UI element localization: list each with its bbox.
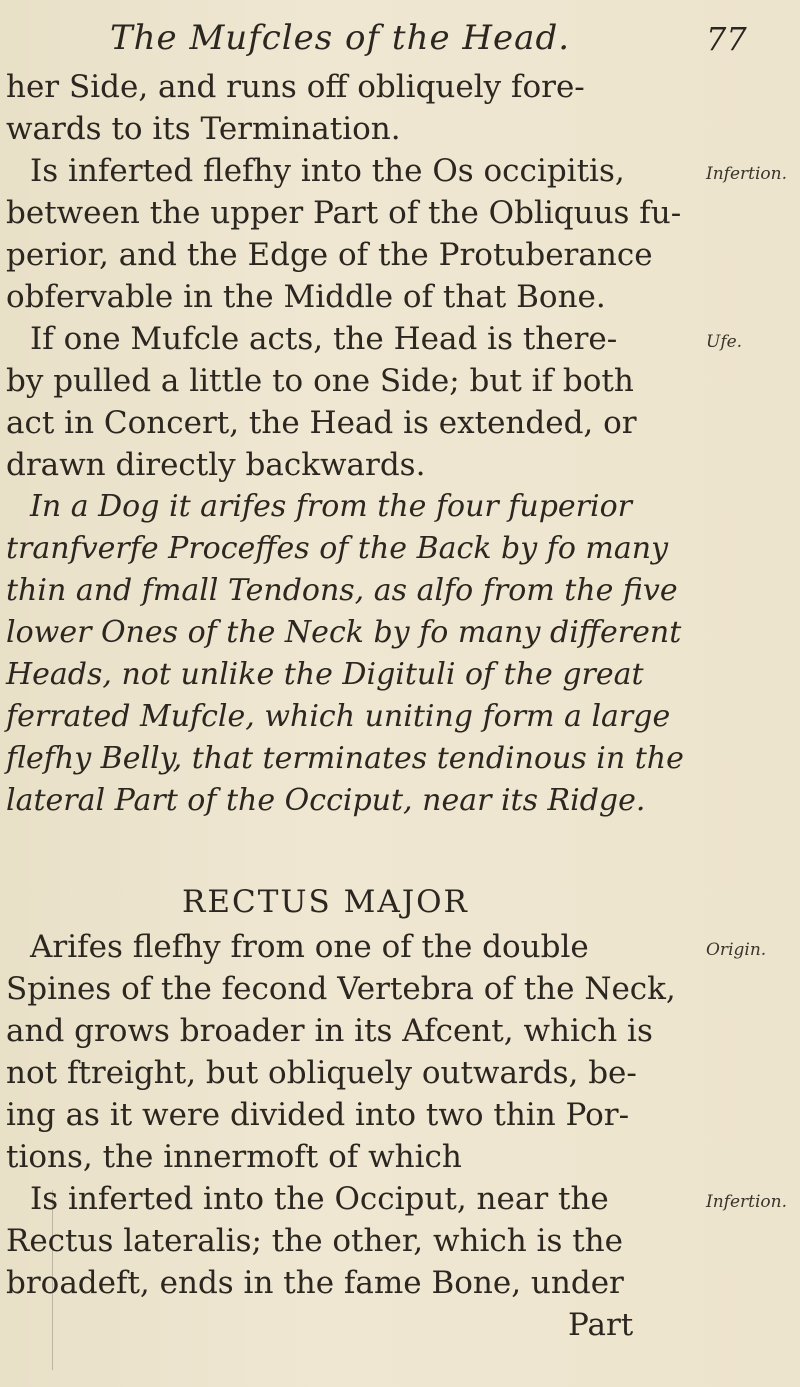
text-line: tranfverfe Proceffes of the Back by fo many xyxy=(6,531,669,566)
text-line: drawn directly backwards. xyxy=(6,447,426,483)
text-line: ing as it were divided into two thin Por- xyxy=(6,1097,630,1133)
text-line: her Side, and runs off obliquely fore- xyxy=(6,69,585,105)
text-line: broadeft, ends in the fame Bone, under xyxy=(6,1265,624,1301)
text-line: Rectus lateralis; the other, which is the xyxy=(6,1223,623,1259)
text-line: Spines of the fecond Vertebra of the Neck, xyxy=(6,971,676,1007)
text-line: thin and fmall Tendons, as alfo from the five xyxy=(6,573,678,608)
margin-note: Origin. xyxy=(706,940,767,960)
text-block xyxy=(0,66,700,1346)
text-line: wards to its Termination. xyxy=(6,111,401,147)
text-line: perior, and the Edge of the Protuberance xyxy=(6,237,653,273)
text-line: lateral Part of the Occiput, near its Ridge. xyxy=(6,783,646,818)
text-line: ferrated Mufcle, which uniting form a large xyxy=(6,699,671,734)
margin-note: Infertion. xyxy=(706,1192,787,1212)
margin-note: Infertion. xyxy=(706,164,787,184)
page-gutter-shadow xyxy=(52,1190,53,1370)
text-line: flefhy Belly, that terminates tendinous in the xyxy=(6,741,684,776)
text-line: not ftreight, but obliquely outwards, be- xyxy=(6,1055,637,1091)
text-line: In a Dog it arifes from the four fuperior xyxy=(30,489,633,524)
text-line: tions, the innermoft of which xyxy=(6,1139,462,1175)
running-title: The Mufcles of the Head. xyxy=(109,18,571,58)
catchword: Part xyxy=(568,1307,634,1343)
text-line: Is inferted flefhy into the Os occipitis, xyxy=(30,153,625,189)
text-line: Heads, not unlike the Digituli of the great xyxy=(6,657,644,692)
text-line: Is inferted into the Occiput, near the xyxy=(30,1181,609,1217)
text-line: obfervable in the Middle of that Bone. xyxy=(6,279,606,315)
text-line: If one Mufcle acts, the Head is there- xyxy=(30,321,618,357)
page-number: 77 xyxy=(706,20,747,58)
section-gap xyxy=(0,822,700,878)
text-line: between the upper Part of the Obliquus fu- xyxy=(6,195,682,231)
text-line: act in Concert, the Head is extended, or xyxy=(6,405,637,441)
text-line: by pulled a little to one Side; but if both xyxy=(6,363,634,399)
margin-note: Ufe. xyxy=(706,332,743,352)
text-line: Arifes flefhy from one of the double xyxy=(30,929,589,965)
section-heading: RECTUS MAJOR xyxy=(182,884,469,920)
text-line: and grows broader in its Afcent, which is xyxy=(6,1013,653,1049)
text-line: lower Ones of the Neck by fo many different xyxy=(6,615,682,650)
